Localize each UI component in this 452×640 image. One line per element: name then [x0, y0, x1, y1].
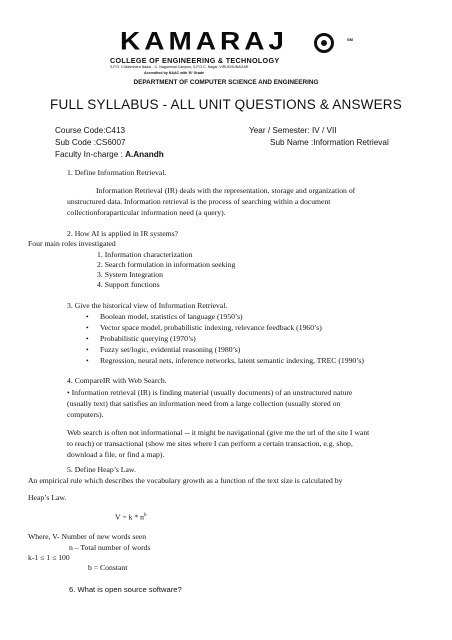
answer-3-bullet: • Fuzzy set/logic, evidential reasoning (1980’s) — [100, 345, 240, 355]
heaps-law-formula — [115, 511, 146, 523]
answer-1-line-2: unstructured data. Information retrieval is the process of searching within a document — [67, 197, 331, 206]
answer-3-bullet: • Vector space model, probabilistic indexing, relevance feedback (1960’s) — [100, 323, 322, 333]
answer-1-line-1: Information Retrieval (IR) deals with the representation, storage and organization of — [96, 186, 356, 195]
question-2: 2. How AI is applied in IR systems? — [67, 229, 179, 238]
course-code: Course Code:C413 — [55, 126, 126, 135]
question-3: 3. Give the historical view of Information Retrieval. — [67, 301, 228, 310]
college-logo — [110, 27, 360, 76]
logo-wordmark: KAMARAJ — [120, 27, 288, 55]
answer-2-intro: Four main roles investigated — [28, 239, 116, 248]
answer-3-bullet: • Regression, neural nets, inference networks, latent semantic indexing, TREC (1990’s) — [100, 356, 364, 366]
formula-exponent: b — [143, 513, 147, 518]
answer-5-where: k-1 ≤ 1 ≤ 100 — [28, 553, 70, 562]
sub-code: Sub Code :CS6007 — [55, 138, 126, 147]
answer-5-where: b = Constant — [88, 563, 128, 572]
logo-seal-icon — [314, 33, 334, 53]
answer-2-item: 1. Information characterization — [97, 250, 193, 259]
answer-4-para-1-line: (usually text) that satisfies an information need from a large collection (usually stored on — [67, 399, 341, 408]
answer-2-item: 4. Support functions — [97, 280, 160, 289]
sub-name: Sub Name :Information Retrieval — [270, 138, 389, 147]
answer-4-para-2-line: download a file, or find a map). — [67, 450, 165, 459]
faculty-line — [55, 150, 164, 159]
answer-3-bullet: • Boolean model, statistics of language (1950’s) — [100, 312, 243, 322]
logo-address: S.P.G. Chidambara Nadar - C. Nagammal Campus, S.P.G.C. Nagar, VIRUDHUNAGAR — [110, 65, 249, 69]
question-1: 1. Define Information Retrieval. — [67, 168, 167, 177]
faculty-name: A.Anandh — [125, 150, 164, 159]
faculty-label: Faculty In-charge : — [55, 150, 126, 159]
answer-5-line-2: Heap’s Law. — [28, 493, 67, 502]
answer-5-where: n – Total number of words — [69, 543, 151, 552]
answer-4-para-1-line: • Information retrieval (IR) is finding material (usually documents) of an unstructured nature — [67, 388, 353, 397]
answer-5-where: Where, V- Number of new words seen — [28, 532, 147, 541]
year-semester: Year / Semester: IV / VII — [249, 126, 337, 135]
answer-4-para-1-line: computers). — [67, 410, 104, 419]
question-5: 5. Define Heap’s Law. — [67, 465, 136, 474]
answer-1-line-3: collectionforaparticular information need (a query). — [67, 208, 226, 217]
formula-main: V = k * n — [115, 512, 144, 522]
answer-4-para-2-line: Web search is often not informational -- it might be navigational (give me the url of the site I want — [67, 428, 370, 437]
logo-college-name: COLLEGE OF ENGINEERING & TECHNOLOGY — [110, 56, 280, 65]
document-title: FULL SYLLABUS - ALL UNIT QUESTIONS & ANSWERS — [50, 97, 402, 112]
department-heading: DEPARTMENT OF COMPUTER SCIENCE AND ENGINEERING — [133, 79, 319, 86]
question-6: 6. What is open source software? — [69, 585, 182, 594]
answer-3-bullet: • Probabilistic querying (1970’s) — [100, 334, 196, 344]
answer-2-item: 3. System Integration — [97, 270, 163, 279]
answer-5-line-1: An empirical rule which describes the vocabulary growth as a function of the text size is calculated by — [28, 476, 343, 485]
logo-accreditation: Accredited by NAAC with 'B' Grade — [144, 71, 205, 75]
question-4: 4. CompareIR with Web Search. — [67, 376, 167, 385]
answer-4-para-2-line: to reach) or transactional (show me sites where I can perform a certain transaction, e.g. shop, — [67, 439, 353, 448]
logo-trademark: SM — [347, 37, 353, 42]
answer-2-item: 2. Search formulation in information seeking — [97, 260, 236, 269]
